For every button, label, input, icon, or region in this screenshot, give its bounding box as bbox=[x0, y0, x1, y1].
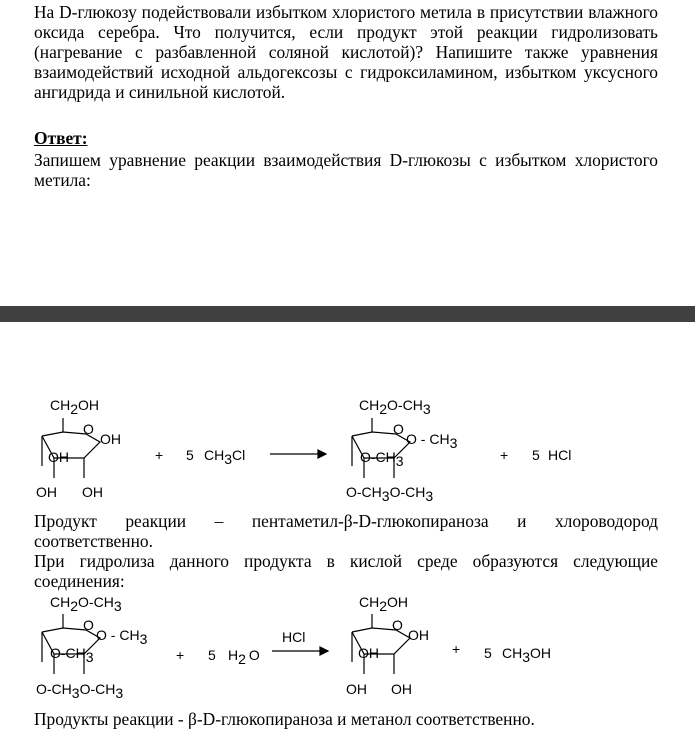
svg-text:CH2OH: CH2OH bbox=[50, 397, 100, 417]
glucose-structure-2 bbox=[346, 594, 429, 697]
product-ch3oh: CH3OH bbox=[502, 645, 552, 665]
plus-sign: + bbox=[155, 447, 164, 463]
reaction-1-scheme bbox=[0, 390, 695, 510]
reagent-ch3cl: CH3Cl bbox=[204, 447, 246, 467]
oh-c3: OH bbox=[36, 484, 57, 500]
hydrolysis-text: При гидролиза данного продукта в кислой среде образуются следующие соединения: bbox=[34, 551, 658, 591]
svg-text:O-CH3O-CH3: O-CH3O-CH3 bbox=[36, 681, 124, 701]
svg-text:O-CH3: O-CH3 bbox=[50, 645, 94, 665]
page-divider bbox=[0, 306, 695, 322]
svg-text:O-CH3O-CH3: O-CH3O-CH3 bbox=[346, 484, 434, 504]
reaction-arrow bbox=[272, 647, 328, 655]
reagent-coef: 5 bbox=[208, 647, 216, 663]
oh-c1: OH bbox=[100, 431, 121, 447]
svg-text:O-CH3: O-CH3 bbox=[360, 449, 404, 469]
reagent-coef: 5 bbox=[186, 447, 194, 463]
glucose-structure-1 bbox=[36, 397, 121, 500]
answer-label: Ответ: bbox=[34, 128, 88, 148]
plus-sign: + bbox=[176, 647, 185, 663]
product-hcl: HCl bbox=[548, 447, 572, 463]
plus-sign: + bbox=[452, 641, 461, 657]
ring-oxygen: O bbox=[83, 421, 94, 437]
svg-text:CH2O-CH3: CH2O-CH3 bbox=[359, 397, 431, 417]
svg-text:O - CH3: O - CH3 bbox=[406, 431, 458, 451]
answer-intro: Запишем уравнение реакции взаимодействия D-глюкозы с избытком хлористого метила: bbox=[34, 150, 658, 190]
svg-text:O - CH3: O - CH3 bbox=[96, 627, 148, 647]
product-coef: 5 bbox=[484, 645, 492, 661]
oh-c1: OH bbox=[408, 627, 429, 643]
product-text-1: Продукт реакции – пентаметил-β-D-глюкопираноза и хлороводород соответственно. bbox=[34, 511, 658, 551]
oh-c4: OH bbox=[358, 645, 379, 661]
ring-oxygen: O bbox=[392, 617, 403, 633]
oh-c4: OH bbox=[48, 449, 69, 465]
methylated-structure-1 bbox=[346, 397, 458, 504]
reaction-2-scheme bbox=[0, 592, 695, 708]
ring-oxygen: O bbox=[393, 421, 404, 437]
methylated-structure-2 bbox=[36, 594, 148, 701]
ring-oxygen: O bbox=[83, 617, 94, 633]
reagent-h2o: H2 O bbox=[228, 647, 260, 667]
product-text-2: Продукты реакции - β-D-глюкопираноза и метанол соответственно. bbox=[34, 709, 535, 729]
product-coef: 5 bbox=[532, 447, 540, 463]
svg-text:CH2OH: CH2OH bbox=[359, 594, 409, 614]
oh-c2: OH bbox=[82, 484, 103, 500]
reaction-arrow bbox=[270, 450, 326, 458]
plus-sign: + bbox=[500, 447, 509, 463]
problem-text: На D-глюкозу подействовали избытком хлористого метила в присутствии влажного оксида серебра. Что получится, если продукт этой реакции гидролизовать (нагревание с разбавленной соляной кислотой)? Напишите также уравнения взаимодействий исходной альдогексозы с гидроксиламином, избытком уксусного ангидрида и синильной кислотой. bbox=[34, 2, 658, 102]
oh-c3: OH bbox=[346, 681, 367, 697]
catalyst-hcl: HCl bbox=[282, 629, 306, 645]
svg-text:CH2O-CH3: CH2O-CH3 bbox=[50, 594, 122, 614]
oh-c2: OH bbox=[391, 681, 412, 697]
